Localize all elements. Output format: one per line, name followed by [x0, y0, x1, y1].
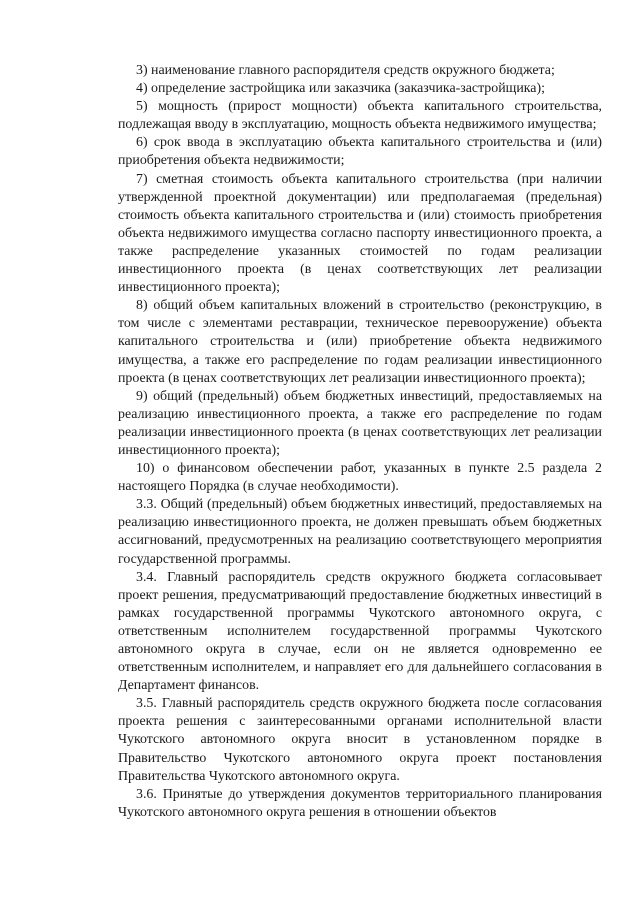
paragraph-item-10: 10) о финансовом обеспечении работ, указанных в пункте 2.5 раздела 2 настоящего Порядка (в случае необходимости).: [118, 461, 602, 495]
paragraph-item-6: 6) срок ввода в эксплуатацию объекта капитального строительства и (или) приобретения объекта недвижимости;: [118, 135, 602, 169]
paragraph-item-3: 3) наименование главного распорядителя средств окружного бюджета;: [136, 63, 555, 78]
paragraph-3-6: 3.6. Принятые до утверждения документов территориального планирования Чукотского автономного округа решения в отношении объектов: [118, 786, 602, 820]
paragraph-3-4: 3.4. Главный распорядитель средств окружного бюджета согласовывает проект решения, предусматривающий предоставление бюджетных инвестиций в рамках государственной программы Чукотского автономного округа, с ответственным исполнителем государственной программы Чукотского автономного округа в случае, если он не является одновременно ее ответственным исполнителем, и направляет его для дальнейшего согласования в Департамент финансов.: [118, 569, 602, 694]
paragraph-item-5: 5) мощность (прирост мощности) объекта капитального строительства, подлежащая вводу в эксплуатацию, мощность объекта недвижимого имущества;: [118, 99, 602, 133]
paragraph-3-3: 3.3. Общий (предельный) объем бюджетных инвестиций, предоставляемых на реализацию инвестиционного проекта, не должен превышать объем бюджетных ассигнований, предусмотренных на реализацию соответствующего мероприятия государственной программы.: [118, 497, 602, 567]
paragraph-item-9: 9) общий (предельный) объем бюджетных инвестиций, предоставляемых на реализацию инвестиционного проекта, а также его распределение по годам реализации инвестиционного проекта (в ценах соответствующих лет реализации инвестиционного проекта);: [118, 388, 602, 458]
paragraph-item-4: 4) определение застройщика или заказчика (заказчика-застройщика);: [136, 81, 545, 97]
paragraph-3-5: 3.5. Главный распорядитель средств окружного бюджета после согласования проекта решения с заинтересованными органами исполнительной власти Чукотского автономного округа вносит в установленном порядке в Правительство Чукотского автономного округа проект постановления Правительства Чукотского автономного округа.: [118, 696, 602, 784]
document-page: [118, 62, 602, 822]
paragraph-item-8: 8) общий объем капитальных вложений в строительство (реконструкцию, в том числе с элементами реставрации, техническое перевооружение) объекта капитального строительства и (или) приобретение объекта недвижимого имущества, а также его распределение по годам реализации инвестиционного проекта (в ценах соответствующих лет реализации инвестиционного проекта);: [118, 298, 602, 386]
paragraph-item-7: 7) сметная стоимость объекта капитального строительства (при наличии утвержденной проектной документации) или предполагаемая (предельная) стоимость объекта капитального строительства и (или) стоимость приобретения объекта недвижимого имущества согласно паспорту инвестиционного проекта, а также распределение указанных стоимостей по годам реализации инвестиционного проекта (в ценах соответствующих лет реализации инвестиционного проекта);: [118, 171, 602, 296]
